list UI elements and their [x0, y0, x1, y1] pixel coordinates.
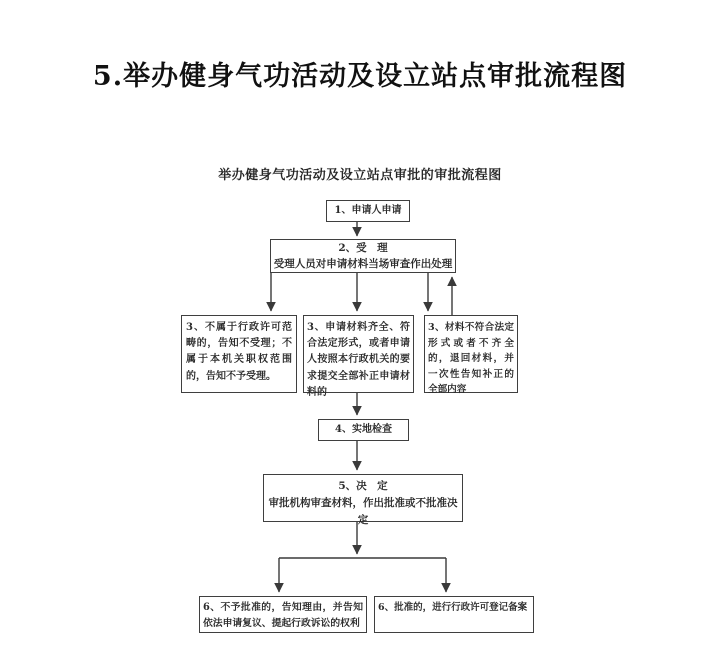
document-heading: 5.举办健身气功活动及设立站点审批流程图: [92, 61, 628, 92]
flow-node-title: 2、受 理: [338, 242, 388, 254]
flow-node-approved: [374, 596, 534, 633]
flow-node-label: 3、材料不符合法定形式或者不齐全的，退回材料，并一次性告知补正的全部内容: [428, 322, 514, 396]
flow-node-materials-complete: [303, 315, 414, 398]
flow-node-materials-returned: [424, 315, 518, 396]
flow-node-label: 6、批准的，进行行政许可登记备案: [378, 602, 528, 613]
flow-node-label: 4、实地检查: [335, 423, 392, 435]
flow-node-site-inspection: [318, 419, 409, 441]
flowchart-title: 举办健身气功活动及设立站点审批的审批流程图: [218, 168, 502, 183]
flow-node-acceptance: [270, 239, 456, 273]
flow-node-applicant-apply: [326, 200, 410, 222]
flow-node-not-accepted: [181, 315, 297, 393]
flow-node-denied: [199, 596, 367, 633]
flow-node-label: 3、不属于行政许可范畴的，告知不受理；不属于本机关职权范围的，告知不予受理。: [186, 322, 292, 382]
flow-node-detail: 审批机构审查材料，作出批准或不批准决定: [268, 496, 458, 526]
flow-node-label: 6、不予批准的，告知理由，并告知依法申请复议、提起行政诉讼的权利: [203, 602, 363, 629]
flow-node-label: 1、申请人申请: [334, 204, 402, 216]
flow-node-detail: 受理人员对申请材料当场审查作出处理: [273, 257, 453, 270]
flow-node-title: 5、决 定: [338, 480, 388, 492]
flow-node-label: 3、申请材料齐全、符合法定形式，或者申请人按照本行政机关的要求提交全部补正申请材料的: [307, 322, 410, 398]
flow-node-decision: [263, 474, 463, 526]
